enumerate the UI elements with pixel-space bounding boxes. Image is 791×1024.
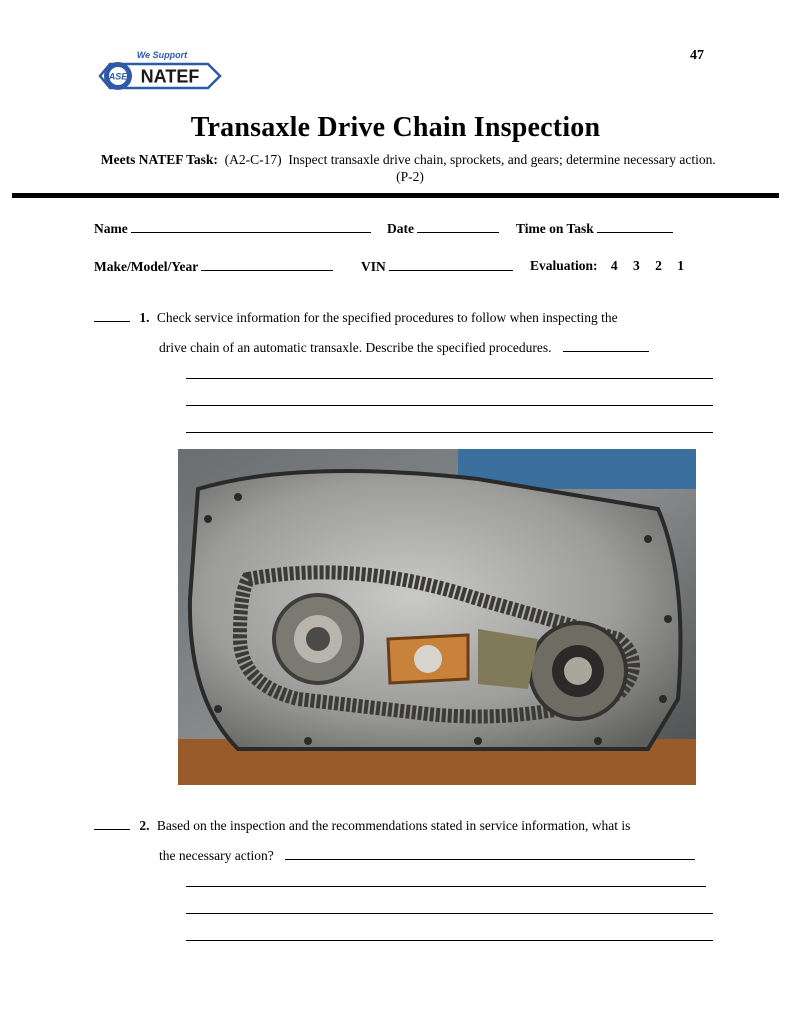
evaluation-label: Evaluation:: [530, 258, 598, 273]
vin-field: [361, 258, 513, 275]
question-2-text-line2: the necessary action?: [159, 848, 274, 863]
score-3[interactable]: 3: [633, 258, 640, 273]
task-code: (A2-C-17): [224, 152, 282, 167]
score-2[interactable]: 2: [655, 258, 662, 273]
make-model-year-label: Make/Model/Year: [94, 259, 198, 274]
question-2-answer-blank[interactable]: [285, 847, 695, 860]
time-on-task-field: [516, 220, 673, 237]
time-on-task-label: Time on Task: [516, 221, 594, 236]
date-label: Date: [387, 221, 414, 236]
vin-blank[interactable]: [389, 258, 513, 271]
question-1-answer-line[interactable]: [186, 405, 713, 406]
question-2-answer-line[interactable]: [186, 940, 713, 941]
ase-badge-text: ASE: [108, 71, 128, 82]
page-number: 47: [690, 48, 704, 63]
question-1-answer-line[interactable]: [186, 432, 713, 433]
task-label: Meets NATEF Task:: [100, 152, 218, 167]
make-model-year-field: [94, 258, 333, 275]
page-title: Transaxle Drive Chain Inspection: [190, 112, 601, 143]
natef-logo-graphic: [96, 46, 222, 102]
drive-chain-photo: [178, 449, 696, 785]
name-field: [94, 220, 371, 237]
natef-text: NATEF: [140, 66, 200, 87]
score-4[interactable]: 4: [610, 258, 618, 273]
question-1-text-line2: drive chain of an automatic transaxle. Describe the specified procedures.: [159, 340, 552, 355]
evaluation-field: [530, 258, 684, 274]
question-2: [94, 811, 734, 871]
natef-logo: [96, 46, 222, 102]
header-divider: [12, 193, 779, 198]
date-blank[interactable]: [417, 220, 499, 233]
vin-label: VIN: [361, 259, 386, 274]
task-priority: (P-2): [396, 169, 424, 184]
date-field: [387, 220, 499, 237]
question-1-text-line1: Check service information for the specified procedures to follow when inspecting the: [156, 310, 618, 325]
question-1-answer-line[interactable]: [186, 378, 713, 379]
score-1[interactable]: 1: [677, 258, 685, 273]
name-label: Name: [94, 221, 128, 236]
task-description: [100, 151, 720, 185]
question-2-number: 2.: [139, 818, 150, 833]
question-1-check-blank[interactable]: [94, 309, 130, 322]
make-model-year-blank[interactable]: [201, 258, 333, 271]
logo-tagline: We Support: [136, 50, 188, 60]
time-on-task-blank[interactable]: [597, 220, 673, 233]
task-text: Inspect transaxle drive chain, sprockets, and gears; determine necessary action.: [288, 152, 716, 167]
name-blank[interactable]: [131, 220, 371, 233]
question-2-answer-line[interactable]: [186, 913, 713, 914]
question-2-check-blank[interactable]: [94, 817, 130, 830]
question-1-number: 1.: [139, 310, 150, 325]
question-1: [94, 303, 734, 363]
question-2-text-line1: Based on the inspection and the recommendations stated in service information, what is: [156, 818, 631, 833]
question-2-answer-line[interactable]: [186, 886, 706, 887]
question-1-answer-blank[interactable]: [563, 339, 649, 352]
